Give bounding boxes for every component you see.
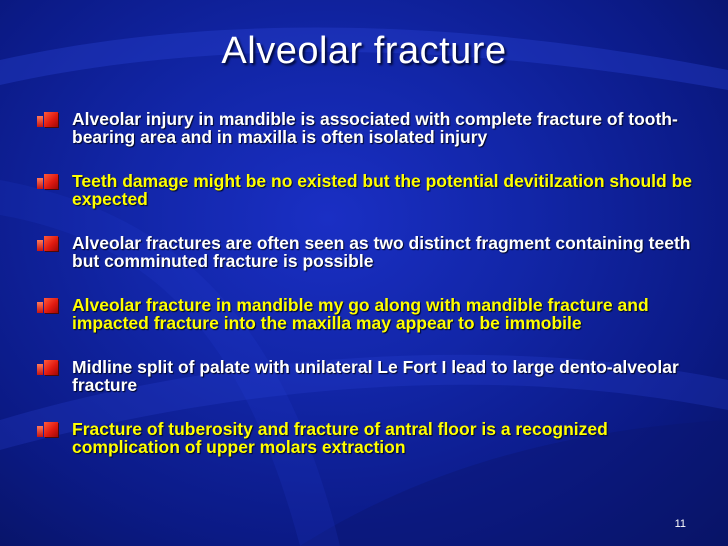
slide-title: Alveolar fracture <box>221 30 507 72</box>
page-number: 11 <box>674 518 686 530</box>
bullet-item <box>44 172 694 208</box>
red-square-bullet-icon <box>44 298 58 313</box>
bullet-item <box>44 234 694 270</box>
red-square-bullet-icon <box>44 422 58 437</box>
red-square-bullet-icon <box>44 236 58 251</box>
bullet-text: Teeth damage might be no existed but the potential devitilzation should be expected <box>72 171 693 209</box>
bullet-item <box>44 420 694 456</box>
bullet-text: Alveolar injury in mandible is associated with complete fracture of tooth-bearing area and in maxilla is often isolated injury <box>72 109 678 147</box>
bullet-text: Fracture of tuberosity and fracture of antral floor is a recognized complication of upper molars extraction <box>72 419 608 457</box>
bullet-text: Alveolar fractures are often seen as two distinct fragment containing teeth but comminuted fracture is possible <box>72 233 691 271</box>
red-square-bullet-icon <box>44 174 58 189</box>
bullet-text: Alveolar fracture in mandible my go along with mandible fracture and impacted fracture into the maxilla may appear to be immobile <box>72 295 649 333</box>
red-square-bullet-icon <box>44 360 58 375</box>
bullet-item <box>44 358 694 394</box>
bullet-item <box>44 296 694 332</box>
bullet-list <box>44 110 694 456</box>
red-square-bullet-icon <box>44 112 58 127</box>
bullet-item <box>44 110 694 146</box>
bullet-text: Midline split of palate with unilateral Le Fort I lead to large dento-alveolar fracture <box>72 357 679 395</box>
